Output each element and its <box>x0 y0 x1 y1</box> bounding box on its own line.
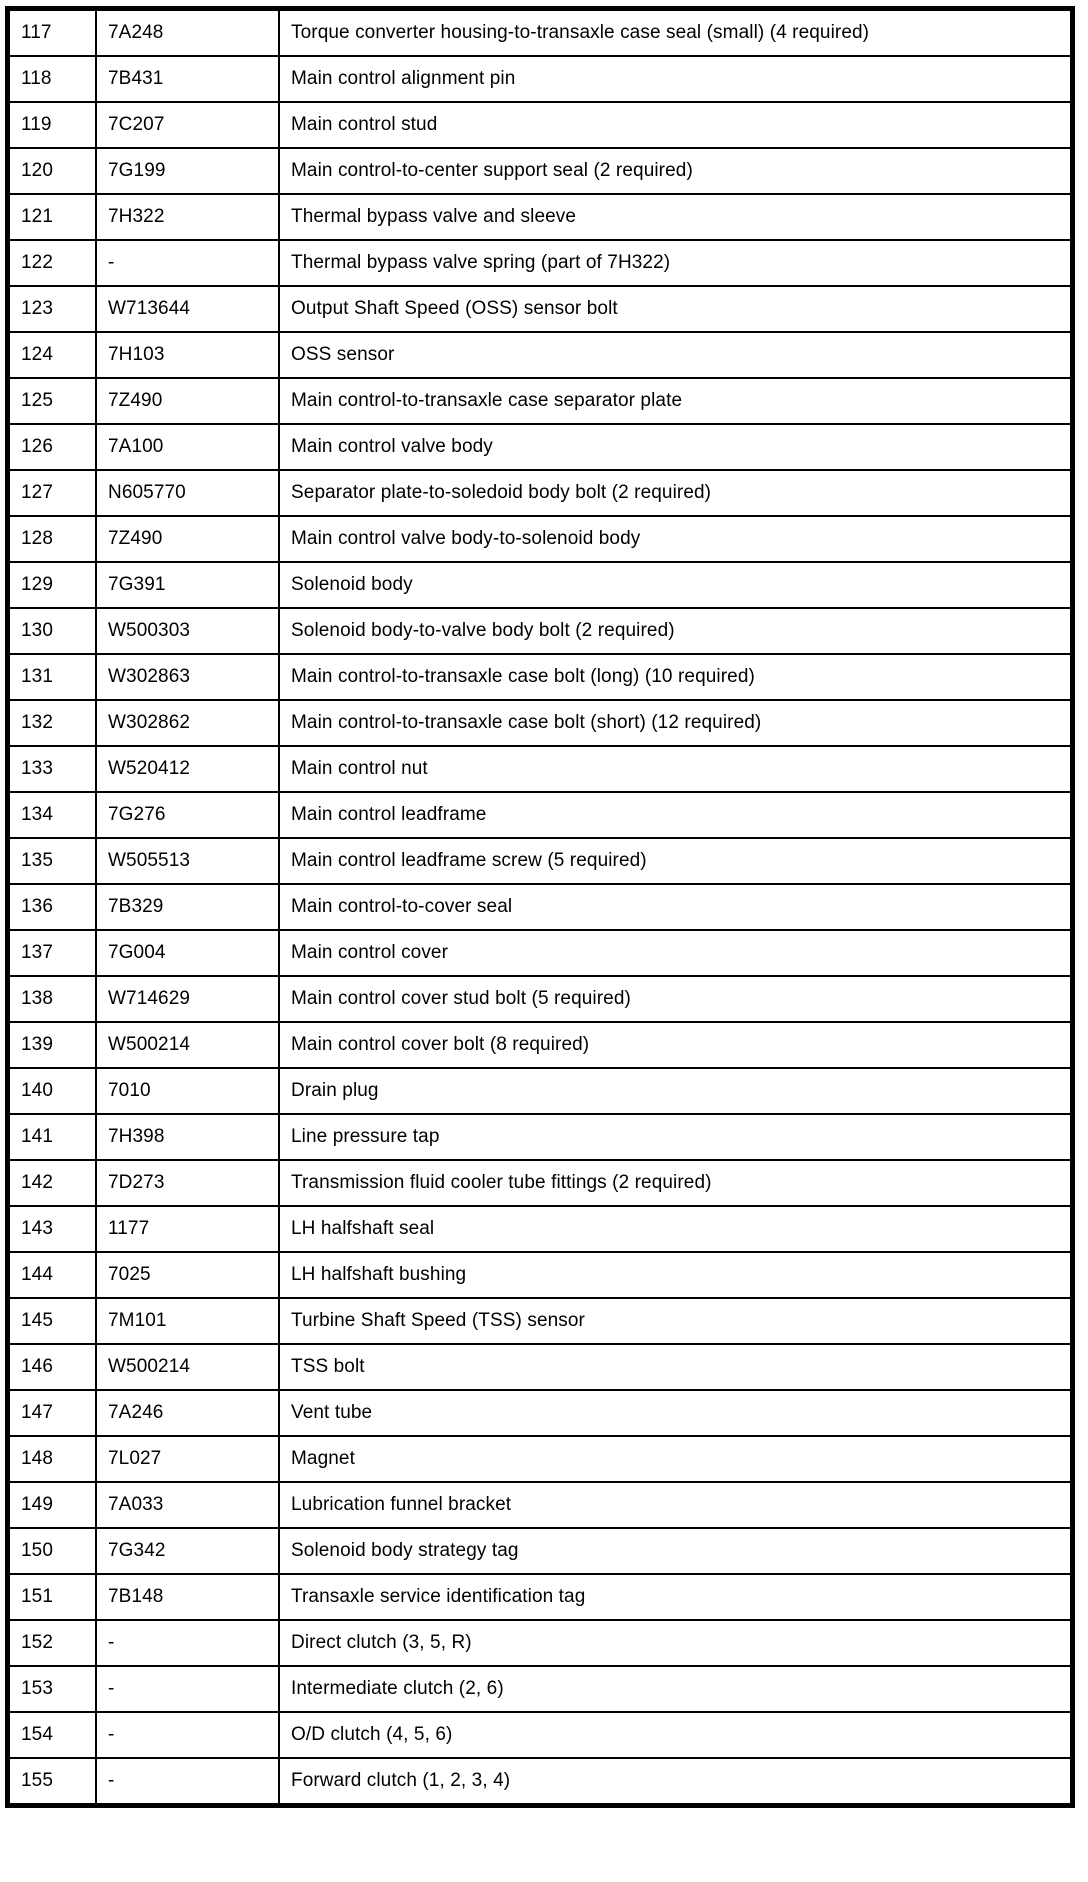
item-number-cell: 141 <box>8 1114 97 1160</box>
part-number-cell: 7H398 <box>96 1114 279 1160</box>
item-number-cell: 155 <box>8 1758 97 1806</box>
item-number-cell: 133 <box>8 746 97 792</box>
table-row <box>8 1344 1073 1390</box>
part-number-cell: 7010 <box>96 1068 279 1114</box>
description-cell: Main control-to-transaxle case separator plate <box>279 378 1073 424</box>
part-number-cell: 7A033 <box>96 1482 279 1528</box>
part-number-cell: 7L027 <box>96 1436 279 1482</box>
description-cell: LH halfshaft bushing <box>279 1252 1073 1298</box>
description-cell: Separator plate-to-soledoid body bolt (2 required) <box>279 470 1073 516</box>
part-number-cell: 7H322 <box>96 194 279 240</box>
table-row <box>8 1206 1073 1252</box>
part-number-cell: W302863 <box>96 654 279 700</box>
part-number-cell: 7025 <box>96 1252 279 1298</box>
item-number-cell: 136 <box>8 884 97 930</box>
description-cell: Main control-to-transaxle case bolt (short) (12 required) <box>279 700 1073 746</box>
item-number-cell: 144 <box>8 1252 97 1298</box>
table-row <box>8 1482 1073 1528</box>
item-number-cell: 128 <box>8 516 97 562</box>
item-number-cell: 147 <box>8 1390 97 1436</box>
part-number-cell: W714629 <box>96 976 279 1022</box>
part-number-cell: 7A246 <box>96 1390 279 1436</box>
part-number-cell: 7Z490 <box>96 378 279 424</box>
part-number-cell: W500214 <box>96 1344 279 1390</box>
table-row <box>8 424 1073 470</box>
item-number-cell: 129 <box>8 562 97 608</box>
description-cell: Torque converter housing-to-transaxle case seal (small) (4 required) <box>279 9 1073 57</box>
table-row <box>8 930 1073 976</box>
description-cell: Main control stud <box>279 102 1073 148</box>
description-cell: Main control-to-center support seal (2 required) <box>279 148 1073 194</box>
part-number-cell: 7B431 <box>96 56 279 102</box>
table-row <box>8 1528 1073 1574</box>
table-row <box>8 194 1073 240</box>
item-number-cell: 137 <box>8 930 97 976</box>
part-number-cell: 7B148 <box>96 1574 279 1620</box>
item-number-cell: 153 <box>8 1666 97 1712</box>
description-cell: Solenoid body strategy tag <box>279 1528 1073 1574</box>
item-number-cell: 142 <box>8 1160 97 1206</box>
description-cell: Main control cover <box>279 930 1073 976</box>
table-row <box>8 1114 1073 1160</box>
description-cell: Thermal bypass valve spring (part of 7H322) <box>279 240 1073 286</box>
table-row <box>8 1252 1073 1298</box>
table-row <box>8 1022 1073 1068</box>
item-number-cell: 131 <box>8 654 97 700</box>
description-cell: Turbine Shaft Speed (TSS) sensor <box>279 1298 1073 1344</box>
part-number-cell: - <box>96 1712 279 1758</box>
part-number-cell: 7B329 <box>96 884 279 930</box>
parts-table <box>5 6 1075 1808</box>
table-row <box>8 976 1073 1022</box>
part-number-cell: 7G199 <box>96 148 279 194</box>
table-row <box>8 378 1073 424</box>
table-row <box>8 654 1073 700</box>
item-number-cell: 151 <box>8 1574 97 1620</box>
item-number-cell: 139 <box>8 1022 97 1068</box>
table-row <box>8 884 1073 930</box>
description-cell: Thermal bypass valve and sleeve <box>279 194 1073 240</box>
item-number-cell: 146 <box>8 1344 97 1390</box>
table-row <box>8 102 1073 148</box>
item-number-cell: 118 <box>8 56 97 102</box>
part-number-cell: W713644 <box>96 286 279 332</box>
part-number-cell: W520412 <box>96 746 279 792</box>
description-cell: Magnet <box>279 1436 1073 1482</box>
item-number-cell: 117 <box>8 9 97 57</box>
description-cell: Main control valve body-to-solenoid body <box>279 516 1073 562</box>
item-number-cell: 138 <box>8 976 97 1022</box>
description-cell: Solenoid body <box>279 562 1073 608</box>
description-cell: Transmission fluid cooler tube fittings (2 required) <box>279 1160 1073 1206</box>
table-row <box>8 1160 1073 1206</box>
description-cell: OSS sensor <box>279 332 1073 378</box>
item-number-cell: 124 <box>8 332 97 378</box>
description-cell: Main control-to-cover seal <box>279 884 1073 930</box>
description-cell: Transaxle service identification tag <box>279 1574 1073 1620</box>
item-number-cell: 126 <box>8 424 97 470</box>
table-row <box>8 1574 1073 1620</box>
item-number-cell: 125 <box>8 378 97 424</box>
item-number-cell: 132 <box>8 700 97 746</box>
part-number-cell: 7M101 <box>96 1298 279 1344</box>
table-row <box>8 1666 1073 1712</box>
table-row <box>8 332 1073 378</box>
part-number-cell: 7Z490 <box>96 516 279 562</box>
table-row <box>8 838 1073 884</box>
part-number-cell: 7G276 <box>96 792 279 838</box>
part-number-cell: 7G004 <box>96 930 279 976</box>
item-number-cell: 140 <box>8 1068 97 1114</box>
table-row <box>8 516 1073 562</box>
part-number-cell: - <box>96 1620 279 1666</box>
part-number-cell: W500214 <box>96 1022 279 1068</box>
item-number-cell: 121 <box>8 194 97 240</box>
table-row <box>8 562 1073 608</box>
table-row <box>8 9 1073 57</box>
item-number-cell: 119 <box>8 102 97 148</box>
item-number-cell: 122 <box>8 240 97 286</box>
part-number-cell: W505513 <box>96 838 279 884</box>
item-number-cell: 127 <box>8 470 97 516</box>
description-cell: Main control leadframe screw (5 required) <box>279 838 1073 884</box>
item-number-cell: 149 <box>8 1482 97 1528</box>
item-number-cell: 150 <box>8 1528 97 1574</box>
table-row <box>8 792 1073 838</box>
part-number-cell: 7C207 <box>96 102 279 148</box>
part-number-cell: 7A100 <box>96 424 279 470</box>
part-number-cell: N605770 <box>96 470 279 516</box>
table-row <box>8 470 1073 516</box>
description-cell: Lubrication funnel bracket <box>279 1482 1073 1528</box>
table-row <box>8 1436 1073 1482</box>
description-cell: Direct clutch (3, 5, R) <box>279 1620 1073 1666</box>
description-cell: Output Shaft Speed (OSS) sensor bolt <box>279 286 1073 332</box>
part-number-cell: - <box>96 1758 279 1806</box>
item-number-cell: 152 <box>8 1620 97 1666</box>
item-number-cell: 145 <box>8 1298 97 1344</box>
part-number-cell: 7G391 <box>96 562 279 608</box>
part-number-cell: W302862 <box>96 700 279 746</box>
table-row <box>8 1068 1073 1114</box>
description-cell: Main control alignment pin <box>279 56 1073 102</box>
part-number-cell: - <box>96 1666 279 1712</box>
table-row <box>8 286 1073 332</box>
description-cell: TSS bolt <box>279 1344 1073 1390</box>
description-cell: Forward clutch (1, 2, 3, 4) <box>279 1758 1073 1806</box>
item-number-cell: 135 <box>8 838 97 884</box>
description-cell: LH halfshaft seal <box>279 1206 1073 1252</box>
table-row <box>8 608 1073 654</box>
part-number-cell: 7G342 <box>96 1528 279 1574</box>
description-cell: O/D clutch (4, 5, 6) <box>279 1712 1073 1758</box>
table-row <box>8 700 1073 746</box>
description-cell: Main control nut <box>279 746 1073 792</box>
part-number-cell: 7A248 <box>96 9 279 57</box>
part-number-cell: 7H103 <box>96 332 279 378</box>
part-number-cell: - <box>96 240 279 286</box>
part-number-cell: W500303 <box>96 608 279 654</box>
parts-table-body <box>8 9 1073 1806</box>
item-number-cell: 154 <box>8 1712 97 1758</box>
description-cell: Main control-to-transaxle case bolt (long) (10 required) <box>279 654 1073 700</box>
description-cell: Main control leadframe <box>279 792 1073 838</box>
table-row <box>8 56 1073 102</box>
item-number-cell: 123 <box>8 286 97 332</box>
description-cell: Intermediate clutch (2, 6) <box>279 1666 1073 1712</box>
table-row <box>8 1712 1073 1758</box>
table-row <box>8 746 1073 792</box>
description-cell: Main control valve body <box>279 424 1073 470</box>
description-cell: Main control cover bolt (8 required) <box>279 1022 1073 1068</box>
table-row <box>8 1390 1073 1436</box>
item-number-cell: 120 <box>8 148 97 194</box>
description-cell: Line pressure tap <box>279 1114 1073 1160</box>
description-cell: Vent tube <box>279 1390 1073 1436</box>
part-number-cell: 1177 <box>96 1206 279 1252</box>
table-row <box>8 1298 1073 1344</box>
table-row <box>8 240 1073 286</box>
item-number-cell: 143 <box>8 1206 97 1252</box>
table-row <box>8 148 1073 194</box>
item-number-cell: 134 <box>8 792 97 838</box>
table-row <box>8 1620 1073 1666</box>
table-row <box>8 1758 1073 1806</box>
description-cell: Drain plug <box>279 1068 1073 1114</box>
part-number-cell: 7D273 <box>96 1160 279 1206</box>
item-number-cell: 148 <box>8 1436 97 1482</box>
item-number-cell: 130 <box>8 608 97 654</box>
description-cell: Solenoid body-to-valve body bolt (2 required) <box>279 608 1073 654</box>
description-cell: Main control cover stud bolt (5 required) <box>279 976 1073 1022</box>
